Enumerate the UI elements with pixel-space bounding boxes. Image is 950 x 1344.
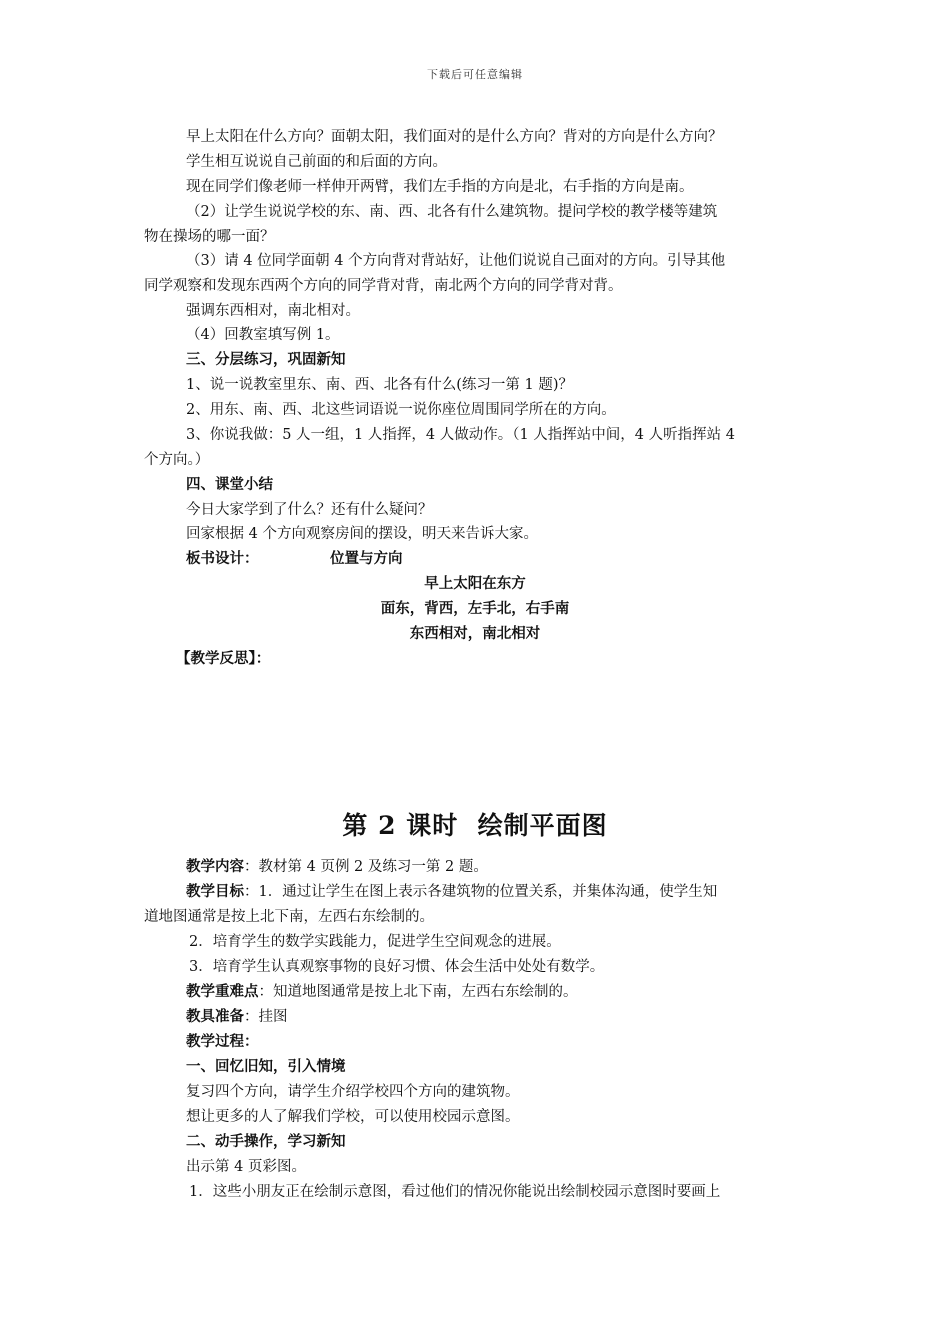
board-design-line: 东西相对，南北相对: [409, 625, 541, 642]
paragraph: （3）请 4 位同学面朝 4 个方向背对背站好，让他们说说自己面对的方向。引导其他: [186, 253, 726, 269]
field-label: 教学过程：: [186, 1033, 259, 1050]
field-value: ：挂图: [244, 1009, 288, 1025]
board-design-line: 面东，背西，左手北，右手南: [380, 600, 570, 617]
teaching-content: [186, 857, 488, 877]
paragraph: 1．这些小朋友正在绘制示意图，看过他们的情况你能说出绘制校园示意图时要画上: [189, 1184, 721, 1200]
paragraph: 物在操场的哪一面？: [144, 229, 275, 245]
exercise-item: 2、用东、南、西、北这些词语说一说你座位周围同学所在的方向。: [186, 402, 616, 418]
paragraph: 现在同学们像老师一样伸开两臂，我们左手指的方向是北，右手指的方向是南。: [186, 179, 694, 195]
field-value: ：知道地图通常是按上北下南，左西右东绘制的。: [258, 984, 578, 1000]
paragraph: 复习四个方向，请学生介绍学校四个方向的建筑物。: [186, 1084, 520, 1100]
paragraph: 道地图通常是按上北下南，左西右东绘制的。: [144, 909, 434, 925]
paragraph: 今日大家学到了什么？还有什么疑问？: [186, 502, 433, 518]
paragraph: 强调东西相对，南北相对。: [186, 303, 360, 319]
field-label: 教具准备: [186, 1008, 244, 1025]
board-design-label: 板书设计：: [186, 550, 259, 567]
paragraph: 出示第 4 页彩图。: [186, 1159, 306, 1175]
board-design-title: 位置与方向: [330, 550, 403, 567]
paragraph: （4）回教室填写例 1。: [186, 327, 340, 343]
section-heading: 三、分层练习，巩固新知: [186, 351, 346, 368]
section-heading: 一、回忆旧知，引入情境: [186, 1058, 346, 1075]
page-header: 下载后可任意编辑: [427, 68, 523, 81]
board-design-line: 早上太阳在东方: [424, 575, 526, 592]
exercise-item: 个方向。）: [144, 452, 210, 468]
exercise-item: 1、说一说教室里东、南、西、北各有什么(练习一第 1 题)？: [186, 377, 573, 393]
field-value: ：1．通过让学生在图上表示各建筑物的位置关系，并集体沟通，使学生知: [244, 884, 718, 900]
paragraph: （2）让学生说说学校的东、南、西、北各有什么建筑物。提问学校的教学楼等建筑: [186, 204, 718, 220]
key-points: [186, 982, 578, 1002]
field-label: 教学内容: [186, 858, 244, 875]
section-heading: 四、课堂小结: [186, 476, 273, 493]
teaching-tools: [186, 1007, 288, 1027]
field-value: ：教材第 4 页例 2 及练习一第 2 题。: [244, 859, 488, 875]
section-heading: 二、动手操作，学习新知: [186, 1133, 346, 1150]
paragraph: 学生相互说说自己前面的和后面的方向。: [186, 154, 447, 170]
lesson-title: 第 2 课时 绘制平面图: [342, 811, 608, 840]
paragraph: 早上太阳在什么方向？面朝太阳，我们面对的是什么方向？背对的方向是什么方向？: [186, 129, 723, 145]
field-label: 教学目标: [186, 883, 244, 900]
paragraph: 同学观察和发现东西两个方向的同学背对背，南北两个方向的同学背对背。: [144, 278, 623, 294]
teaching-reflection-label: 【教学反思】：: [176, 650, 271, 667]
paragraph: 回家根据 4 个方向观察房间的摆设，明天来告诉大家。: [186, 526, 538, 542]
paragraph: 2．培育学生的数学实践能力，促进学生空间观念的进展。: [189, 934, 561, 950]
teaching-goal: [186, 882, 717, 902]
exercise-item: 3、你说我做：5 人一组，1 人指挥，4 人做动作。（1 人指挥站中间，4 人听指挥站 4: [186, 427, 735, 443]
paragraph: 想让更多的人了解我们学校，可以使用校园示意图。: [186, 1109, 520, 1125]
paragraph: 3．培育学生认真观察事物的良好习惯、体会生活中处处有数学。: [189, 959, 605, 975]
field-label: 教学重难点: [186, 983, 259, 1000]
